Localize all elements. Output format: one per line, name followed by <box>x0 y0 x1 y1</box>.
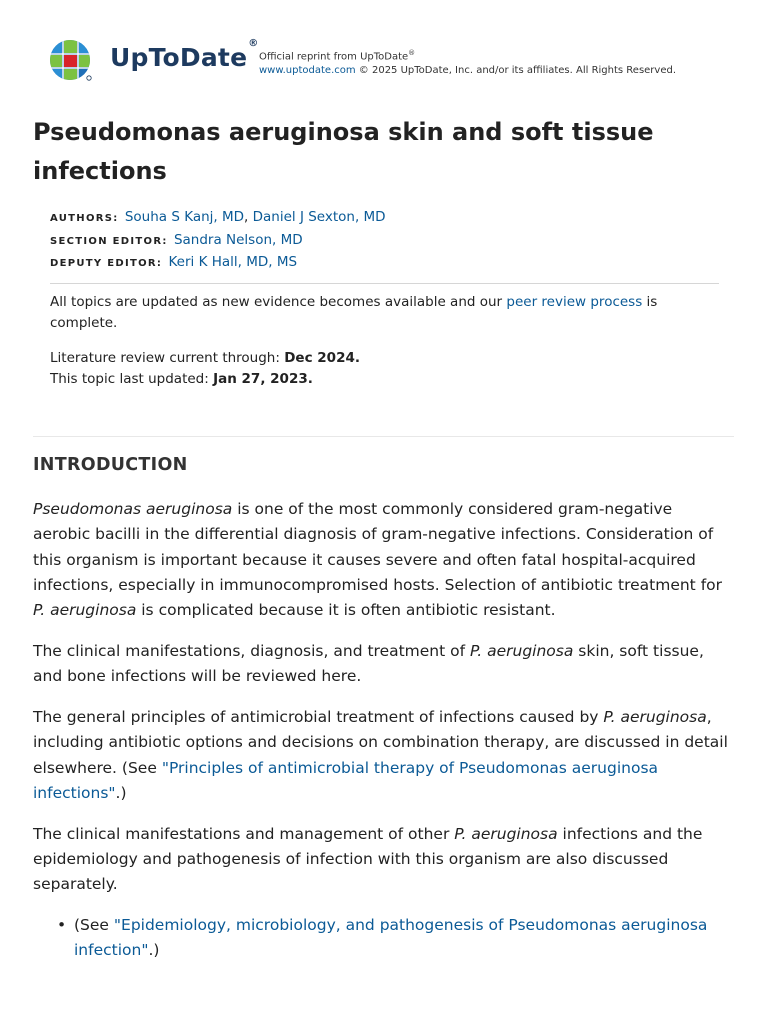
uptodate-site-link[interactable]: www.uptodate.com <box>259 65 356 77</box>
literature-review-date: Dec 2024. <box>284 350 360 366</box>
paragraph-1: Pseudomonas aeruginosa is one of the most commonly considered gram-negative aerobic bacilli in the differential diagnosis of gram-negative infections. Consideration of this organism is important because it causes severe and often fatal hospital-acquired infections, especially in immunocompromised hosts. Selection of antibiotic treatment for P. aeruginosa is complicated because it is often antibiotic resistant. <box>33 500 723 620</box>
paragraph-4: The clinical manifestations and management of other P. aeruginosa infections and the epidemiology and pathogenesis of infection with this organism are also discussed separately. <box>33 824 703 894</box>
topic-meta <box>50 292 719 404</box>
review-dates: Literature review current through: Dec 2024. This topic last updated: Jan 27, 2023. <box>50 350 360 387</box>
section-editor-row <box>50 230 730 253</box>
reprint-notice: Official reprint from UpToDate® www.uptodate.com © 2025 UpToDate, Inc. and/or its affiliates. All Rights Reserved. <box>259 49 677 77</box>
deputy-editor-link[interactable]: Keri K Hall, MD, MS <box>168 254 298 270</box>
paragraph-3: The general principles of antimicrobial treatment of infections caused by P. aeruginosa, including antibiotic options and decisions on combination therapy, are discussed in detail elsewhere. (See "Principles of antimicrobial therapy of Pseudomonas aeruginosa infections".) <box>33 708 728 802</box>
epidemiology-link[interactable]: "Epidemiology, microbiology, and pathogenesis of Pseudomonas aeruginosa infection" <box>74 916 708 960</box>
section-editor-link[interactable]: Sandra Nelson, MD <box>173 231 303 248</box>
antimicrobial-therapy-link[interactable]: "Principles of antimicrobial therapy of Pseudomonas aeruginosa infections" <box>33 758 659 802</box>
author-link-sexton[interactable]: Daniel J Sexton, MD <box>252 209 386 225</box>
deputy-editor-label: DEPUTY EDITOR: <box>50 258 163 269</box>
uptodate-logo-icon <box>49 40 93 82</box>
peer-review-link[interactable]: peer review process <box>506 294 643 310</box>
update-notice: All topics are updated as new evidence becomes available and our peer review process is complete. <box>50 294 658 331</box>
section-editor-label: SECTION EDITOR: <box>50 235 168 247</box>
page-title: Pseudomonas aeruginosa skin and soft tissue infections <box>33 118 654 185</box>
introduction-body <box>33 497 733 964</box>
credits-block <box>50 207 730 275</box>
see-also-list <box>60 913 733 964</box>
authors-row: AUTHORS: Souha S Kanj, MD, Daniel J Sexton, MD <box>50 209 386 225</box>
author-link-kanj[interactable]: Souha S Kanj, MD <box>124 209 245 225</box>
credits-divider <box>50 283 719 284</box>
deputy-editor-row <box>50 252 730 275</box>
last-updated-date: Jan 27, 2023. <box>213 370 313 387</box>
paragraph-2: The clinical manifestations, diagnosis, and treatment of P. aeruginosa skin, soft tissue, and bone infections will be reviewed here. <box>33 641 704 686</box>
brand-name: UpToDate® <box>110 37 259 72</box>
authors-label: AUTHORS: <box>50 213 119 224</box>
list-item: • (See "Epidemiology, microbiology, and pathogenesis of Pseudomonas aeruginosa infection".) <box>60 913 733 964</box>
section-divider <box>33 436 734 437</box>
section-heading-introduction: INTRODUCTION <box>33 455 188 475</box>
page-header <box>49 37 729 84</box>
